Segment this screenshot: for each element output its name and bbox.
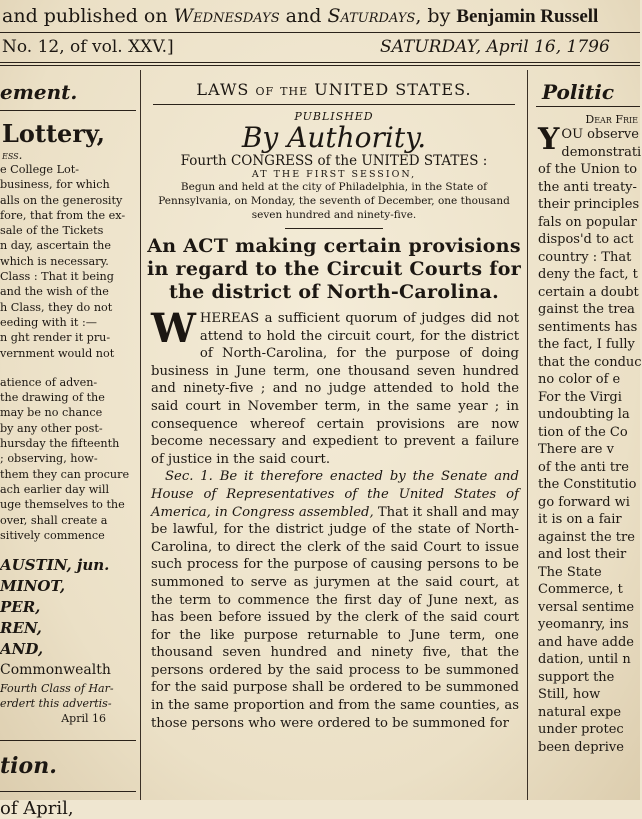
lottery-title: Lottery, [2, 119, 105, 148]
right-column [532, 72, 640, 800]
right-text-line: Commerce, t [538, 582, 623, 597]
lottery-text-line: ; observing, how- [0, 452, 98, 466]
right-text-line: go forward wi [538, 494, 630, 510]
masthead-days-2: Saturdays [327, 5, 416, 27]
session-line: AT THE FIRST SESSION, [251, 169, 417, 180]
act-divider [285, 228, 383, 229]
right-salutation: Dear Frie [585, 113, 638, 126]
signers-list [0, 555, 136, 660]
lottery-text-line: n ght render it pru- [0, 331, 111, 345]
issue-date: SATURDAY, April 16, 1796 [380, 37, 610, 57]
right-drop-cap: Y [538, 122, 560, 157]
lottery-text-line: alls on the generosity [0, 193, 123, 207]
column-rule-right [527, 70, 528, 800]
lottery-text-line: the drawing of the [0, 391, 105, 405]
right-text [532, 122, 642, 756]
lottery-text-line: business, for which [0, 178, 110, 192]
lottery-text-line: sale of the Tickets [0, 224, 104, 238]
lottery-text-line: fore, that from the ex- [0, 208, 126, 222]
right-text-line: of the Union to [538, 162, 638, 177]
right-text-line: deny the fact, t [538, 267, 638, 282]
right-text-line: yeomanry, ins [538, 617, 629, 632]
authority-heading: By Authority. [241, 121, 427, 154]
right-text-line: natural expe [538, 704, 622, 720]
lottery-text-line: and the wish of the [0, 285, 109, 299]
dateline-rule [0, 62, 640, 63]
begun-text: Begun and held at the city of Philadelphia, in the State of Pennsylvania, on Monday, the seventh of December, one thousand seven hundred and ninety-five. [158, 181, 510, 221]
lottery-text-line: vernment would not [0, 346, 115, 360]
lottery-text-line: Class : That it being [0, 270, 114, 284]
right-text-line: the fact, I fully [538, 337, 635, 352]
right-text-line: their principles [538, 197, 640, 212]
lottery-text-line: n day, ascertain the [0, 239, 112, 253]
right-heading-rule [536, 106, 640, 107]
right-text-line: and have adde [538, 634, 634, 650]
right-heading: Politic [542, 80, 615, 104]
right-text-line: For the Virgi [538, 389, 622, 405]
section-intro: Sec. 1. Be it therefore enacted by the Senate and House of Representatives of the United States of America, in Congress assembled, [151, 469, 519, 520]
right-text-line: dation, until n [538, 652, 631, 667]
left-column [0, 72, 136, 819]
masthead-rule [0, 32, 640, 33]
lottery-text-line: by any other post- [0, 421, 103, 435]
right-text-line: the anti treaty- [538, 179, 637, 195]
right-text-line: no color of e [538, 372, 621, 387]
lottery-text-line: h Class, they do not [0, 300, 113, 314]
lottery-text-line: eeding with it :— [0, 315, 97, 329]
act-preamble [145, 305, 523, 468]
laws-title: LAWS of the UNITED STATES. [196, 80, 472, 99]
right-text-line: demonstrati [561, 144, 642, 160]
lottery-subtitle: ess. [2, 148, 23, 162]
right-text-line: fals on popular [538, 214, 637, 230]
right-text-line: support the [538, 669, 615, 685]
right-text-line: it is on a fair [538, 512, 622, 527]
laws-title-rule [153, 104, 515, 105]
right-text-line: of the anti tre [538, 459, 629, 475]
masthead-text: and published on [2, 5, 174, 27]
right-text-line: versal sentime [538, 599, 635, 615]
left-heading-rule [0, 110, 136, 111]
left-foot-rule [0, 791, 136, 792]
left-heading: ement. [0, 80, 78, 104]
right-text-line: and lost their [538, 547, 627, 562]
right-text-line: under protec [538, 722, 624, 737]
masthead-text-2: and [279, 5, 328, 27]
dateline-rule-2 [0, 65, 640, 66]
right-text-line: OU observe [561, 127, 639, 142]
note-line: Fourth Class of Har- [0, 682, 114, 696]
masthead-text-3: , by [415, 5, 457, 27]
column-rule-left [140, 70, 141, 800]
signer-name: AUSTIN, jun. [0, 556, 110, 575]
left-foot-heading: tion. [0, 753, 57, 780]
signer-name: REN, [0, 619, 42, 638]
lottery-text-line: atience of adven- [0, 375, 98, 389]
dateline [0, 34, 640, 60]
lottery-text-line: e College Lot- [0, 163, 80, 176]
right-text-line: certain a doubt [538, 284, 639, 300]
right-text-line: The State [538, 564, 602, 580]
act-title: An ACT making certain provisions in regard to the Circuit Courts for the district of North-Carolina. [146, 235, 521, 303]
lottery-text-line: may be no chance [0, 406, 103, 420]
note-line: erdert this advertis- [0, 697, 112, 711]
commonwealth-text: Commonwealth [0, 662, 111, 679]
lottery-note [0, 681, 136, 711]
right-text-line: the Constitutio [538, 477, 637, 492]
right-text-line: that the conduc [538, 354, 642, 370]
lottery-text-line: uge themselves to the [0, 498, 125, 512]
right-text-line: tion of the Co [538, 424, 628, 440]
left-foot-line: of April, [0, 798, 74, 819]
right-text-line: country : That [538, 249, 632, 265]
drop-cap: W [151, 305, 196, 352]
lottery-text-line: ach earlier day will [0, 482, 110, 496]
signer-name: PER, [0, 598, 41, 617]
act-section-1 [145, 468, 523, 732]
lottery-text [0, 162, 136, 361]
right-text-line: Still, how [538, 687, 601, 702]
right-text-line: against the tre [538, 529, 635, 545]
preamble-text: HEREAS a sufficient quorum of judges did not attend to hold the circuit court, for the district of North-Carolina, for the purpose of doing business in June term, one thousand seven hundred and ninety-five ; and no judge attended to hold the said court in November term, in the same year ; in consequence whereof certain provisions are now become necessary and expedient to prevent a failure of justice in the said court. [151, 311, 519, 467]
section-text: That it shall and may be lawful, for the district judge of the state of North-Carolina, to direct the clerk of the said Court to issue such process for the purpose of causing persons to be summoned to serve as jurymen at the said court, at the term to commence the first day of June next, as has been before issued by the clerk of the said court for the like purpose returnable to June term, one thousand seven hundred and ninety five, that the persons ordered by the said process to be summoned for the said purpose shall be ordered to be summoned in the same proportion and from the same counties, as those persons who were ordered to be summoned for [151, 504, 519, 731]
lottery-text-line: sitively commence [0, 528, 105, 542]
signer-name: AND, [0, 640, 44, 659]
left-divider [0, 740, 136, 741]
right-text-line: undoubting la [538, 407, 630, 422]
lottery-text-line: over, shall create a [0, 513, 108, 527]
masthead [0, 0, 642, 32]
lottery-text-line: hursday the fifteenth [0, 437, 120, 451]
lottery-note-date: April 16 [61, 712, 106, 726]
lottery-text-line: which is necessary. [0, 254, 109, 268]
signer-name: MINOT, [0, 577, 66, 596]
right-text-line: been deprive [538, 739, 624, 755]
congress-line: Fourth CONGRESS of the UNITED STATES : [180, 153, 488, 169]
right-text-line: dispos'd to act [538, 232, 634, 247]
masthead-publisher: Benjamin Russell [456, 6, 599, 27]
masthead-days: Wednesdays [173, 5, 280, 27]
issue-number: No. 12, of vol. XXV.] [2, 37, 174, 57]
lottery-text-2 [0, 375, 136, 543]
center-column [145, 72, 523, 800]
right-text-line: gainst the trea [538, 302, 635, 317]
lottery-text-line: them they can procure [0, 467, 130, 481]
right-text-line: There are v [538, 442, 614, 457]
published-label: PUBLISHED [294, 110, 374, 123]
right-text-line: sentiments has [538, 319, 638, 335]
